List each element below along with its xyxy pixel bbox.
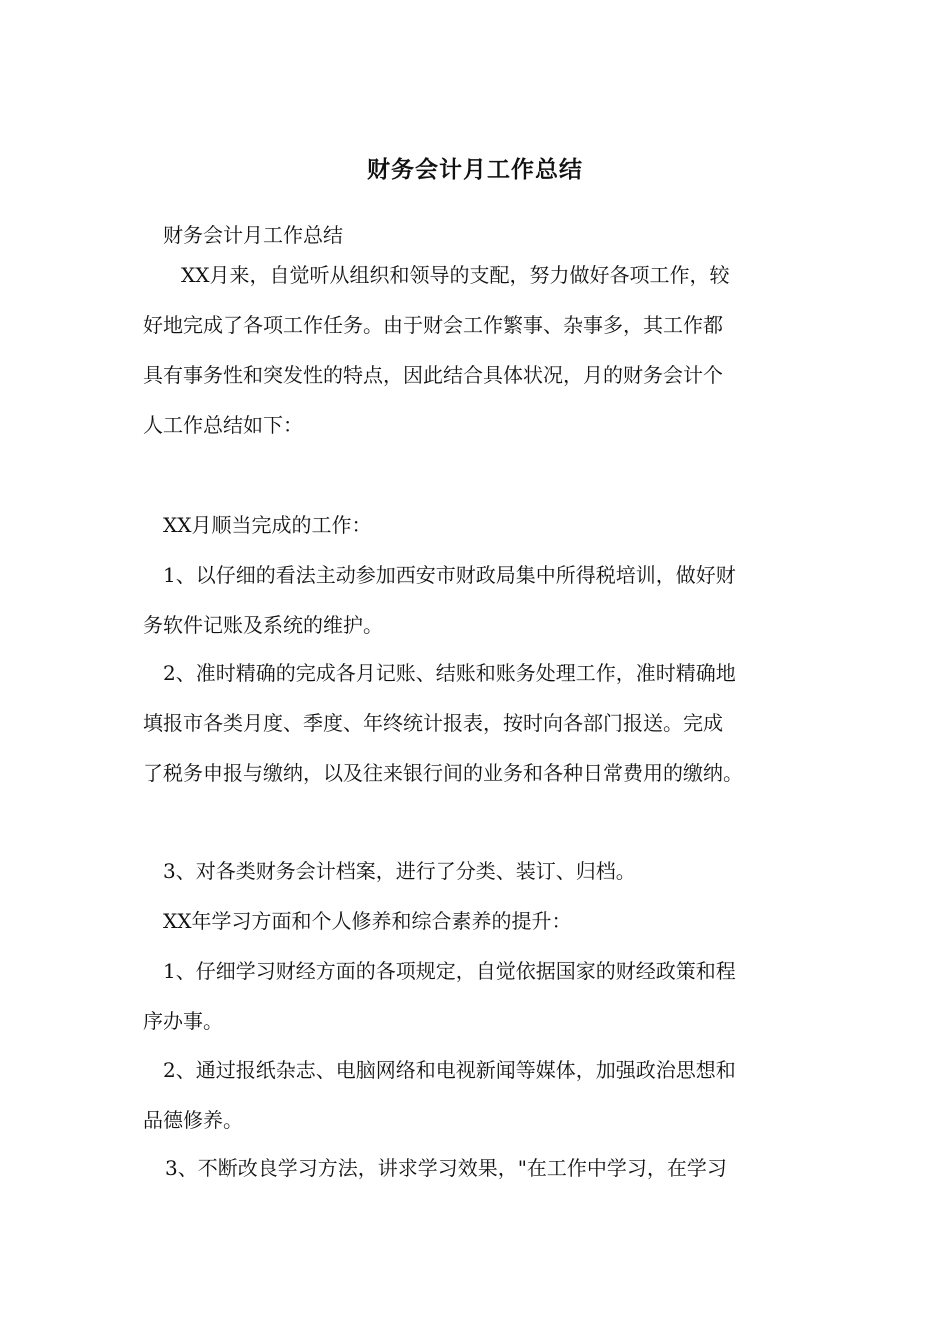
section1-item-3-line-1: 3、对各类财务会计档案，进行了分类、装订、归档。	[163, 859, 636, 883]
intro-line-2: 好地完成了各项工作任务。由于财会工作繁事、杂事多，其工作都	[143, 313, 723, 337]
section1-heading	[143, 500, 823, 550]
section1-item-1	[143, 550, 823, 650]
document-title: 财务会计月工作总结	[367, 156, 583, 183]
section2-item-2-line-1: 2、通过报纸杂志、电脑网络和电视新闻等媒体，加强政治思想和	[163, 1058, 736, 1082]
section2-item-1-line-1: 1、仔细学习财经方面的各项规定，自觉依据国家的财经政策和程	[163, 959, 736, 983]
section1-item-2	[143, 648, 823, 798]
section1-item-1-line-1: 1、以仔细的看法主动参加西安市财政局集中所得税培训，做好财	[163, 563, 736, 587]
section1-item-2-line-3: 了税务申报与缴纳，以及往来银行间的业务和各种日常费用的缴纳。	[143, 761, 743, 785]
intro-paragraph	[143, 250, 823, 450]
intro-line-1: XX月来，自觉听从组织和领导的支配，努力做好各项工作，较	[181, 263, 730, 287]
section1-item-1-line-2: 务软件记账及系统的维护。	[143, 613, 383, 637]
section1-item-3	[143, 846, 823, 896]
section2-item-3	[143, 1143, 823, 1193]
section2-item-3-line-1: 3、不断改良学习方法，讲求学习效果，"在工作中学习，在学习	[165, 1156, 727, 1180]
section1-item-2-line-2: 填报市各类月度、季度、年终统计报表，按时向各部门报送。完成	[143, 711, 723, 735]
section2-item-1-line-2: 序办事。	[143, 1009, 223, 1033]
subtitle-line: 财务会计月工作总结	[163, 223, 343, 247]
intro-line-4: 人工作总结如下：	[143, 413, 303, 437]
section2-item-1	[143, 946, 823, 1046]
section2-heading	[143, 896, 823, 946]
section1-item-2-line-1: 2、准时精确的完成各月记账、结账和账务处理工作，准时精确地	[163, 661, 736, 685]
section2-item-2-line-2: 品德修养。	[143, 1108, 243, 1132]
intro-line-3: 具有事务性和突发性的特点，因此结合具体状况，月的财务会计个	[143, 363, 723, 387]
section2-item-2	[143, 1045, 823, 1145]
section1-heading-text: XX月顺当完成的工作：	[163, 513, 372, 537]
section2-heading-text: XX年学习方面和个人修养和综合素养的提升：	[163, 909, 572, 933]
